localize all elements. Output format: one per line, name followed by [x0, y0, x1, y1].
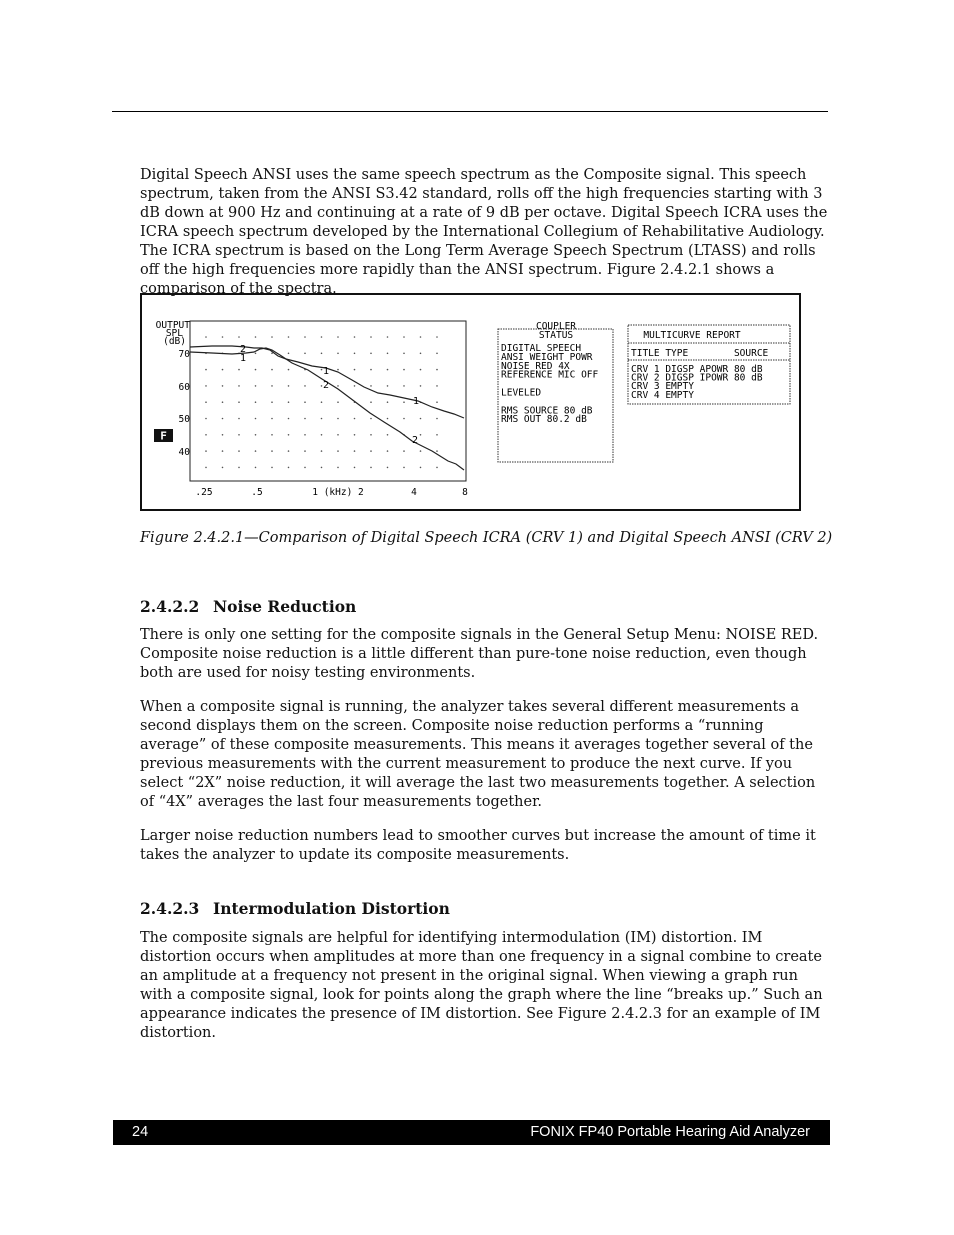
grid-dot	[321, 401, 323, 403]
grid-dot	[354, 434, 356, 436]
grid-dot	[288, 401, 290, 403]
section-number: 2.4.2.3	[140, 899, 200, 918]
grid-dot	[420, 418, 422, 420]
grid-dot	[370, 385, 372, 387]
grid-dot	[387, 434, 389, 436]
grid-dot	[403, 450, 405, 452]
grid-dot	[436, 434, 438, 436]
y-tick-70: 70	[178, 349, 190, 360]
grid-dot	[304, 401, 306, 403]
grid-dot	[337, 369, 339, 371]
multicurve-report-header: TITLE TYPE SOURCE	[631, 348, 769, 359]
x-tick-1-2: 1 (kHz) 2	[312, 487, 364, 498]
grid-dot	[436, 336, 438, 338]
section-title: Noise Reduction	[213, 597, 357, 616]
grid-dot	[288, 385, 290, 387]
section-heading-noise-reduction	[140, 597, 356, 616]
x-tick-0-25: .25	[195, 487, 213, 498]
grid-dot	[288, 434, 290, 436]
curve-2-marker: 2	[411, 435, 419, 446]
curve-1-marker: 1	[322, 366, 330, 377]
grid-dot	[420, 353, 422, 355]
grid-dot	[337, 401, 339, 403]
grid-dot	[288, 369, 290, 371]
grid-dot	[271, 336, 273, 338]
multicurve-report-row: CRV 2 DIGSP IPOWR 80 dB	[631, 372, 763, 384]
grid-dot	[403, 353, 405, 355]
grid-dot	[255, 353, 257, 355]
figure-2-4-2-1	[140, 293, 801, 511]
grid-dot	[370, 450, 372, 452]
grid-dot	[354, 353, 356, 355]
grid-dot	[205, 450, 207, 452]
section-number: 2.4.2.2	[140, 597, 200, 616]
grid-dot	[436, 353, 438, 355]
grid-dot	[304, 418, 306, 420]
grid-dot	[436, 450, 438, 452]
grid-dot	[387, 401, 389, 403]
grid-dot	[255, 336, 257, 338]
grid-dot	[354, 385, 356, 387]
grid-dot	[304, 467, 306, 469]
grid-dot	[354, 450, 356, 452]
grid-dot	[205, 385, 207, 387]
paragraph: When a composite signal is running, the analyzer takes several different measurements a second displays them on the screen. Composite noise reduction performs a “running average” of these composite measurements. This means it averages together several of the previous measurements with the current measurement to produce the next curve. If you select “2X” noise reduction, it will average the last two measurements together. A selection of “4X” averages the last four measurements together.	[140, 699, 816, 810]
grid-dot	[205, 467, 207, 469]
coupler-status-title-1: COUPLER	[535, 321, 577, 332]
grid-dot	[321, 418, 323, 420]
grid-dot	[387, 336, 389, 338]
page-number: 24	[132, 1124, 149, 1140]
grid-dot	[238, 385, 240, 387]
grid-dot	[288, 336, 290, 338]
grid-dot	[255, 418, 257, 420]
grid-dot	[354, 418, 356, 420]
grid-dot	[337, 385, 339, 387]
grid-dot	[222, 336, 224, 338]
y-axis-title-2: SPL	[165, 328, 183, 339]
multicurve-report-rows	[631, 364, 763, 401]
paragraph: Larger noise reduction numbers lead to smoother curves but increase the amount of time it takes the analyzer to update its composite measurements.	[140, 828, 816, 863]
grid-dot	[387, 385, 389, 387]
grid-dot	[271, 434, 273, 436]
x-tick-4: 4	[411, 487, 417, 498]
grid-dot	[222, 369, 224, 371]
paragraph: There is only one setting for the composite signals in the General Setup Menu: NOISE RED. Composite noise reduction is a little different than pure-tone noise reduction, even though both are used for noisy testing environments.	[140, 627, 819, 681]
grid-dot	[255, 401, 257, 403]
grid-dot	[271, 401, 273, 403]
grid-dot	[387, 467, 389, 469]
grid-dot	[370, 353, 372, 355]
grid-dot	[321, 353, 323, 355]
grid-dot	[321, 434, 323, 436]
grid-dot	[370, 467, 372, 469]
grid-dot	[370, 434, 372, 436]
grid-dot	[222, 434, 224, 436]
grid-dot	[271, 385, 273, 387]
figure-caption: Figure 2.4.2.1—Comparison of Digital Speech ICRA (CRV 1) and Digital Speech ANSI (CRV 2)	[140, 530, 833, 546]
section-title: Intermodulation Distortion	[213, 899, 450, 918]
grid-dot	[255, 450, 257, 452]
grid-dot	[436, 369, 438, 371]
grid-dot	[436, 418, 438, 420]
grid-dot	[205, 418, 207, 420]
section-heading-intermodulation-distortion	[140, 899, 450, 918]
grid-dot	[271, 353, 273, 355]
coupler-status-lines	[501, 343, 599, 425]
grid-dot	[238, 336, 240, 338]
multicurve-report-row: CRV 4 EMPTY	[631, 389, 694, 401]
grid-dot	[238, 450, 240, 452]
grid-dot	[420, 467, 422, 469]
grid-dot	[420, 450, 422, 452]
grid-dot	[436, 467, 438, 469]
grid-dot	[370, 336, 372, 338]
curve-1-marker: 1	[239, 353, 247, 364]
grid-dot	[271, 450, 273, 452]
analyzer-screen	[142, 295, 799, 509]
grid-dot	[403, 336, 405, 338]
grid-dot	[337, 353, 339, 355]
y-tick-40: 40	[178, 447, 190, 458]
grid-dot	[255, 467, 257, 469]
grid-dot	[403, 369, 405, 371]
grid-dot	[403, 467, 405, 469]
grid-dot	[354, 336, 356, 338]
curve-2-marker: 2	[322, 380, 330, 391]
grid-dot	[222, 450, 224, 452]
curve-2-marker: 2	[239, 344, 247, 355]
grid-dot	[304, 434, 306, 436]
grid-dot	[222, 385, 224, 387]
intro-paragraph: Digital Speech ANSI uses the same speech spectrum as the Composite signal. This speech spectrum, taken from the ANSI S3.42 standard, rolls off the high frequencies starting with 3 dB down at 900 Hz and continuing at a rate of 9 dB per octave. Digital Speech ICRA uses the ICRA speech spectrum developed by the International Collegium of Rehabilitative Audiology. The ICRA spectrum is based on the Long Term Average Speech Spectrum (LTASS) and rolls off the high frequencies more rapidly than the ANSI spectrum. Figure 2.4.2.1 shows a comparison of the spectra.	[140, 167, 828, 297]
grid-dot	[255, 434, 257, 436]
paragraph: The composite signals are helpful for identifying intermodulation (IM) distortion. IM distortion occurs when amplitudes at more than one frequency in a signal combine to create an amplitude at a frequency not present in the original signal. When viewing a graph run with a composite signal, look for points along the graph where the line “breaks up.” Such an appearance indicates the presence of IM distortion. See Figure 2.4.2.3 for an example of IM distortion.	[140, 930, 823, 1041]
coupler-status-line: NOISE RED 4X	[501, 360, 570, 372]
grid-dot	[288, 418, 290, 420]
grid-dot	[354, 369, 356, 371]
grid-dot	[337, 336, 339, 338]
grid-dot	[337, 434, 339, 436]
y-tick-60: 60	[178, 382, 190, 393]
grid-dot	[304, 336, 306, 338]
coupler-status-line: RMS OUT 80.2 dB	[501, 414, 587, 426]
y-tick-50: 50	[178, 414, 190, 425]
coupler-status-title-2: STATUS	[538, 330, 574, 341]
coupler-status-line: ANSI WEIGHT POWR	[501, 351, 593, 363]
grid-dot	[370, 401, 372, 403]
grid-dot	[222, 418, 224, 420]
graph-frame	[190, 321, 466, 481]
y-axis-title-3: (dB)	[163, 336, 186, 347]
page-footer	[113, 1120, 830, 1145]
grid-dot	[387, 418, 389, 420]
grid-dot	[255, 385, 257, 387]
grid-dot	[222, 467, 224, 469]
grid-dot	[337, 418, 339, 420]
grid-dot	[304, 385, 306, 387]
mode-badge-label: F	[160, 429, 167, 443]
grid-dot	[238, 401, 240, 403]
header-rule	[112, 111, 828, 112]
curve-1-marker: 1	[412, 396, 420, 407]
multicurve-report-title: MULTICURVE REPORT	[643, 330, 741, 341]
grid-dot	[321, 467, 323, 469]
grid-dot	[370, 418, 372, 420]
grid-dot	[271, 418, 273, 420]
grid-dot	[337, 467, 339, 469]
coupler-status-line: RMS SOURCE 80 dB	[501, 405, 593, 417]
grid-dot	[205, 401, 207, 403]
grid-dot	[337, 450, 339, 452]
grid-dot	[238, 369, 240, 371]
grid-dot	[288, 450, 290, 452]
grid-dot	[271, 369, 273, 371]
grid-dot	[403, 418, 405, 420]
multicurve-report-row: CRV 3 EMPTY	[631, 381, 694, 393]
grid-dot	[205, 369, 207, 371]
grid-dot	[222, 401, 224, 403]
grid-dot	[255, 369, 257, 371]
grid-dot	[205, 434, 207, 436]
grid-dot	[304, 353, 306, 355]
coupler-status-line: LEVELED	[501, 387, 542, 399]
grid-dot	[354, 467, 356, 469]
y-axis-title-1: OUTPUT	[155, 320, 190, 331]
grid-dot	[238, 434, 240, 436]
grid-dot	[403, 385, 405, 387]
x-tick-8: 8	[462, 487, 468, 498]
grid-dot	[304, 450, 306, 452]
grid-dot	[387, 369, 389, 371]
coupler-status-line: DIGITAL SPEECH	[501, 343, 582, 354]
multicurve-report-row: CRV 1 DIGSP APOWR 80 dB	[631, 364, 763, 375]
grid-dot	[271, 467, 273, 469]
grid-dot	[205, 336, 207, 338]
grid-dot	[238, 467, 240, 469]
grid-dot	[238, 418, 240, 420]
grid-dot	[420, 385, 422, 387]
grid-dot	[420, 336, 422, 338]
grid-dot	[403, 401, 405, 403]
grid-dot	[436, 401, 438, 403]
grid-dot	[387, 353, 389, 355]
grid-dot	[321, 336, 323, 338]
coupler-status-line: REFERENCE MIC OFF	[501, 369, 599, 381]
x-tick-0-5: .5	[251, 487, 263, 498]
grid-dot	[387, 450, 389, 452]
book-title: FONIX FP40 Portable Hearing Aid Analyzer	[530, 1124, 810, 1140]
grid-dot	[420, 369, 422, 371]
grid-dot	[370, 369, 372, 371]
grid-dot	[288, 467, 290, 469]
grid-dot	[321, 450, 323, 452]
grid-dot	[420, 434, 422, 436]
grid-dot	[436, 385, 438, 387]
grid-dot	[288, 353, 290, 355]
